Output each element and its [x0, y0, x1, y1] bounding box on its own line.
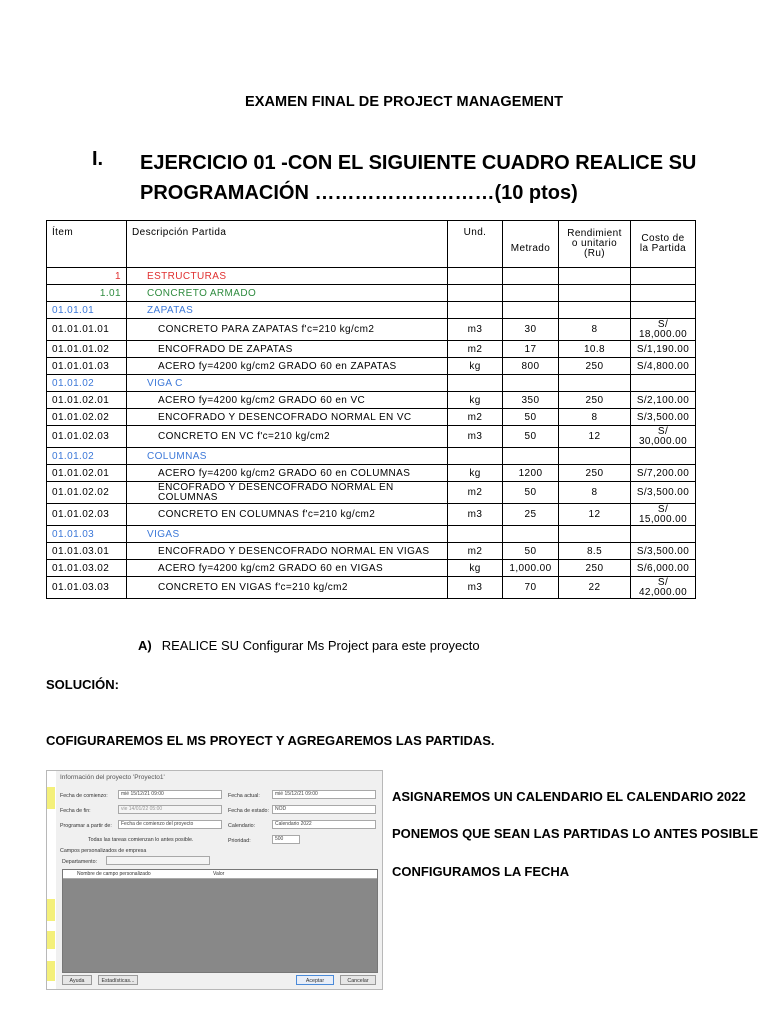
- cell-costo: S/3,500.00: [631, 482, 696, 504]
- cell-costo: S/4,800.00: [631, 358, 696, 375]
- cell-descripcion: ACERO fy=4200 kg/cm2 GRADO 60 en VIGAS: [127, 560, 448, 577]
- cell-und: m2: [448, 482, 503, 504]
- table-row: [47, 319, 696, 341]
- col-nombre: Nombre de campo personalizado: [77, 871, 151, 877]
- aceptar-button[interactable]: Aceptar: [296, 975, 334, 985]
- fecha-actual-label: Fecha actual:: [228, 793, 260, 799]
- table-row: [47, 341, 696, 358]
- exercise-number: I.: [92, 148, 104, 170]
- question-a-text: REALICE SU Configurar Ms Project para este proyecto: [161, 638, 480, 653]
- ayuda-button[interactable]: Ayuda: [62, 975, 92, 985]
- page-title: EXAMEN FINAL DE PROJECT MANAGEMENT: [244, 94, 564, 110]
- cancelar-button[interactable]: Cancelar: [340, 975, 376, 985]
- table-row: [47, 543, 696, 560]
- table-row: [47, 482, 696, 504]
- cell-rendimiento: 250: [559, 465, 631, 482]
- fecha-actual-field[interactable]: mié 15/12/21 09:00: [272, 790, 376, 799]
- cell-metrado: 25: [503, 504, 559, 526]
- cell-descripcion: CONCRETO EN VIGAS f'c=210 kg/cm2: [127, 577, 448, 599]
- cell-costo: S/6,000.00: [631, 560, 696, 577]
- cell-descripcion: ACERO fy=4200 kg/cm2 GRADO 60 en VC: [127, 392, 448, 409]
- cell-descripcion: ACERO fy=4200 kg/cm2 GRADO 60 en ZAPATAS: [127, 358, 448, 375]
- cell-costo: S/ 30,000.00: [631, 426, 696, 448]
- col-valor: Valor: [213, 871, 225, 877]
- cell-metrado: 1,000.00: [503, 560, 559, 577]
- cell-und: kg: [448, 358, 503, 375]
- cell-rendimiento: [559, 285, 631, 302]
- question-a-letter: A): [138, 638, 152, 653]
- programar-hint: Todas las tareas comienzan lo antes posible.: [88, 837, 194, 843]
- cell-costo: [631, 448, 696, 465]
- cell-item: 01.01.02.01: [47, 465, 127, 482]
- cell-item: 01.01.02: [47, 375, 127, 392]
- table-row: [47, 465, 696, 482]
- exercise-line-1: EJERCICIO 01 -CON EL SIGUIENTE CUADRO REALICE SU: [140, 152, 697, 174]
- cell-und: [448, 285, 503, 302]
- cell-rendimiento: 10.8: [559, 341, 631, 358]
- configuracion-text: COFIGURAREMOS EL MS PROYECT Y AGREGAREMOS LAS PARTIDAS.: [46, 733, 495, 748]
- cell-rendimiento: 22: [559, 577, 631, 599]
- cell-descripcion: ENCOFRADO Y DESENCOFRADO NORMAL EN VC: [127, 409, 448, 426]
- cell-descripcion: ENCOFRADO DE ZAPATAS: [127, 341, 448, 358]
- cell-descripcion: CONCRETO ARMADO: [127, 285, 448, 302]
- table-row: [47, 426, 696, 448]
- cell-item: 01.01.02.03: [47, 504, 127, 526]
- cell-rendimiento: 12: [559, 426, 631, 448]
- cell-costo: [631, 268, 696, 285]
- cell-descripcion: ACERO fy=4200 kg/cm2 GRADO 60 en COLUMNAS: [127, 465, 448, 482]
- cell-costo: [631, 526, 696, 543]
- cell-rendimiento: 250: [559, 358, 631, 375]
- cell-descripcion: CONCRETO PARA ZAPATAS f'c=210 kg/cm2: [127, 319, 448, 341]
- fecha-comienzo-label: Fecha de comienzo:: [60, 793, 108, 799]
- departamento-select[interactable]: [106, 856, 210, 865]
- fecha-estado-field[interactable]: NOD: [272, 805, 376, 814]
- calendario-select[interactable]: Calendario 2022: [272, 820, 376, 829]
- cell-item: 1: [47, 268, 127, 285]
- solucion-heading: SOLUCIÓN:: [46, 677, 119, 692]
- table-header-row: [47, 221, 696, 268]
- table-row: [47, 358, 696, 375]
- exercise-heading: [140, 148, 700, 208]
- budget-table: [46, 220, 696, 599]
- cell-rendimiento: 8: [559, 409, 631, 426]
- cell-item: 01.01.03.02: [47, 560, 127, 577]
- cell-und: kg: [448, 560, 503, 577]
- question-a: [138, 638, 480, 653]
- cell-und: kg: [448, 465, 503, 482]
- cell-rendimiento: [559, 302, 631, 319]
- cell-costo: [631, 375, 696, 392]
- cell-item: 01.01.02.02: [47, 482, 127, 504]
- cell-costo: S/ 42,000.00: [631, 577, 696, 599]
- cell-descripcion: ZAPATAS: [127, 302, 448, 319]
- cell-costo: S/7,200.00: [631, 465, 696, 482]
- header-descripcion: Descripción Partida: [127, 221, 448, 268]
- header-metrado: Metrado: [503, 221, 559, 268]
- fecha-fin-field[interactable]: vie 14/01/22 05:00: [118, 805, 222, 814]
- custom-fields-header: [63, 870, 377, 879]
- campos-label: Campos personalizados de empresa: [60, 848, 147, 854]
- cell-metrado: 800: [503, 358, 559, 375]
- cell-costo: S/1,190.00: [631, 341, 696, 358]
- cell-item: 01.01.02.02: [47, 409, 127, 426]
- cell-metrado: 30: [503, 319, 559, 341]
- highlight-bar: [47, 961, 55, 981]
- cell-und: m3: [448, 426, 503, 448]
- departamento-label: Departamento:: [62, 859, 98, 865]
- cell-metrado: 1200: [503, 465, 559, 482]
- cell-und: m3: [448, 577, 503, 599]
- cell-rendimiento: [559, 268, 631, 285]
- cell-rendimiento: [559, 375, 631, 392]
- programar-label: Programar a partir de:: [60, 823, 112, 829]
- cell-descripcion: COLUMNAS: [127, 448, 448, 465]
- highlight-bar: [47, 787, 55, 809]
- cell-und: m2: [448, 341, 503, 358]
- cell-item: 01.01.02.01: [47, 392, 127, 409]
- cell-und: [448, 302, 503, 319]
- header-item: Ítem: [47, 221, 127, 268]
- cell-metrado: 50: [503, 543, 559, 560]
- cell-item: 01.01.01.01: [47, 319, 127, 341]
- cell-und: m2: [448, 409, 503, 426]
- note-fecha: CONFIGURAMOS LA FECHA: [392, 864, 570, 879]
- cell-rendimiento: 250: [559, 392, 631, 409]
- cell-metrado: 70: [503, 577, 559, 599]
- note-partidas: PONEMOS QUE SEAN LAS PARTIDAS LO ANTES POSIBLE: [392, 826, 759, 841]
- table-row: [47, 560, 696, 577]
- cell-und: [448, 526, 503, 543]
- cell-item: 01.01.01.02: [47, 341, 127, 358]
- cell-descripcion: ESTRUCTURAS: [127, 268, 448, 285]
- fecha-fin-label: Fecha de fin:: [60, 808, 91, 814]
- cell-metrado: 17: [503, 341, 559, 358]
- cell-metrado: 350: [503, 392, 559, 409]
- cell-item: 01.01.01.03: [47, 358, 127, 375]
- fecha-comienzo-field[interactable]: mié 15/12/21 09:00: [118, 790, 222, 799]
- cell-rendimiento: [559, 448, 631, 465]
- table-row: [47, 392, 696, 409]
- cell-item: 1.01: [47, 285, 127, 302]
- header-und: Und.: [448, 221, 503, 268]
- custom-fields-grid[interactable]: [62, 869, 378, 973]
- cell-und: [448, 268, 503, 285]
- cell-item: 01.01.01: [47, 302, 127, 319]
- cell-costo: S/3,500.00: [631, 543, 696, 560]
- project-info-dialog: [56, 771, 382, 989]
- cell-descripcion: CONCRETO EN COLUMNAS f'c=210 kg/cm2: [127, 504, 448, 526]
- highlight-bar: [47, 899, 55, 921]
- cell-descripcion: ENCOFRADO Y DESENCOFRADO NORMAL EN VIGAS: [127, 543, 448, 560]
- cell-und: [448, 448, 503, 465]
- cell-metrado: [503, 526, 559, 543]
- cell-item: 01.01.03.03: [47, 577, 127, 599]
- header-costo: Costo de la Partida: [631, 221, 696, 268]
- table-row: [47, 302, 696, 319]
- cell-rendimiento: [559, 526, 631, 543]
- table-row: [47, 448, 696, 465]
- highlight-bar: [47, 931, 55, 949]
- cell-costo: [631, 285, 696, 302]
- cell-und: [448, 375, 503, 392]
- cell-descripcion: CONCRETO EN VC f'c=210 kg/cm2: [127, 426, 448, 448]
- cell-rendimiento: 250: [559, 560, 631, 577]
- cell-costo: S/ 18,000.00: [631, 319, 696, 341]
- table-row: [47, 504, 696, 526]
- cell-item: 01.01.02: [47, 448, 127, 465]
- cell-item: 01.01.03.01: [47, 543, 127, 560]
- prioridad-stepper[interactable]: 500: [272, 835, 300, 844]
- cell-rendimiento: 12: [559, 504, 631, 526]
- cell-rendimiento: 8.5: [559, 543, 631, 560]
- cell-costo: S/ 15,000.00: [631, 504, 696, 526]
- cell-costo: S/3,500.00: [631, 409, 696, 426]
- programar-select[interactable]: Fecha de comienzo del proyecto: [118, 820, 222, 829]
- prioridad-label: Prioridad:: [228, 838, 251, 844]
- table-row: [47, 268, 696, 285]
- table-row: [47, 577, 696, 599]
- cell-und: m2: [448, 543, 503, 560]
- estadisticas-button[interactable]: Estadísticas...: [98, 975, 138, 985]
- cell-metrado: [503, 448, 559, 465]
- cell-und: m3: [448, 319, 503, 341]
- exercise-line-2: PROGRAMACIÓN ………………………(10 ptos): [140, 182, 578, 204]
- cell-item: 01.01.03: [47, 526, 127, 543]
- table-row: [47, 375, 696, 392]
- cell-metrado: 50: [503, 409, 559, 426]
- table-row: [47, 526, 696, 543]
- cell-und: m3: [448, 504, 503, 526]
- fecha-estado-label: Fecha de estado:: [228, 808, 269, 814]
- header-rendimiento: Rendimient o unitario (Ru): [559, 221, 631, 268]
- cell-descripcion: VIGAS: [127, 526, 448, 543]
- cell-metrado: [503, 375, 559, 392]
- cell-descripcion: ENCOFRADO Y DESENCOFRADO NORMAL EN COLUMNAS: [127, 482, 448, 504]
- cell-rendimiento: 8: [559, 319, 631, 341]
- cell-costo: S/2,100.00: [631, 392, 696, 409]
- cell-metrado: [503, 302, 559, 319]
- cell-metrado: [503, 285, 559, 302]
- cell-metrado: [503, 268, 559, 285]
- cell-metrado: 50: [503, 482, 559, 504]
- table-row: [47, 409, 696, 426]
- note-calendario: ASIGNAREMOS UN CALENDARIO EL CALENDARIO 2022: [392, 789, 746, 804]
- ms-project-dialog-screenshot: [46, 770, 383, 990]
- cell-descripcion: VIGA C: [127, 375, 448, 392]
- cell-rendimiento: 8: [559, 482, 631, 504]
- cell-item: 01.01.02.03: [47, 426, 127, 448]
- cell-costo: [631, 302, 696, 319]
- cell-metrado: 50: [503, 426, 559, 448]
- dialog-title: Información del proyecto 'Proyecto1': [60, 774, 165, 781]
- calendario-label: Calendario:: [228, 823, 256, 829]
- table-row: [47, 285, 696, 302]
- cell-und: kg: [448, 392, 503, 409]
